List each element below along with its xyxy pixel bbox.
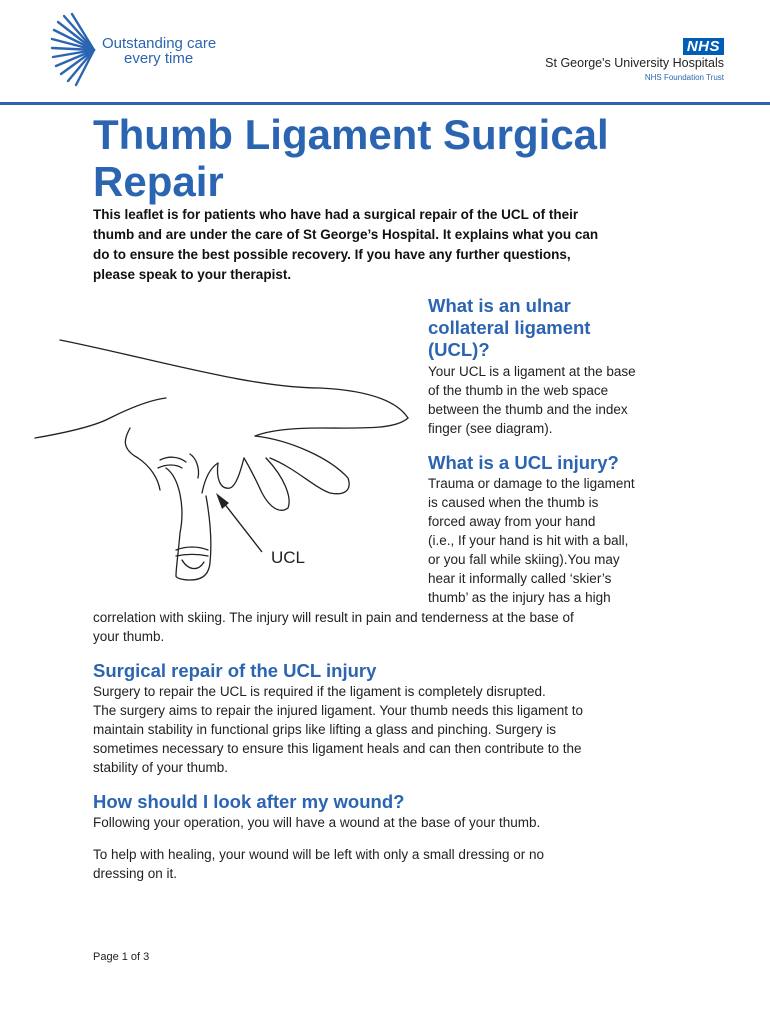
text-line: stability of your thumb. xyxy=(93,760,229,775)
text-line: sometimes necessary to ensure this ligament heals and can then contribute to the xyxy=(93,741,582,756)
text-line: The surgery aims to repair the injured ligament. Your thumb needs this ligament to xyxy=(93,703,584,718)
text-line: (i.e., If your hand is hit with a ball, xyxy=(428,533,629,548)
text-line: or you fall while skiing).You may xyxy=(428,552,620,567)
text-line: of the thumb in the web space xyxy=(428,383,609,398)
wound-section-heading: How should I look after my wound? xyxy=(93,791,405,812)
page-number: Page 1 of 3 xyxy=(93,951,150,963)
wound-section-para2 xyxy=(93,845,544,883)
ucl-heading-line: collateral ligament xyxy=(428,317,591,338)
text-line: hear it informally called ‘skier’s xyxy=(428,571,612,586)
repair-section-text xyxy=(93,682,583,777)
trust-name: NHS Foundation Trust xyxy=(644,73,724,82)
text-line: is caused when the thumb is xyxy=(428,495,599,510)
intro-line: do to ensure the best possible recovery. If you have any further questions, xyxy=(93,247,571,262)
injury-section-text-continued xyxy=(93,608,574,646)
text-line: your thumb. xyxy=(93,629,165,644)
hospital-name: St George's University Hospitals xyxy=(545,56,724,70)
page-title-line1: Thumb Ligament Surgical xyxy=(93,111,609,158)
text-line: finger (see diagram). xyxy=(428,421,553,436)
ucl-diagram-label: UCL xyxy=(271,548,306,567)
hand-thumb-diagram xyxy=(30,318,415,593)
injury-section-heading: What is a UCL injury? xyxy=(428,452,619,473)
intro-line: thumb and are under the care of St George’s Hospital. It explains what you can xyxy=(93,227,599,242)
text-line: forced away from your hand xyxy=(428,514,596,529)
intro-line: please speak to your therapist. xyxy=(93,267,292,282)
ucl-section-heading xyxy=(428,295,590,361)
logo-tagline-line2: every time xyxy=(124,50,194,67)
text-line: between the thumb and the index xyxy=(428,402,628,417)
repair-section-heading: Surgical repair of the UCL injury xyxy=(93,660,377,681)
ucl-heading-line: What is an ulnar xyxy=(428,295,571,316)
page-title-line2: Repair xyxy=(93,158,224,205)
text-line: thumb’ as the injury has a high xyxy=(428,590,611,605)
text-line: maintain stability in functional grips like lifting a glass and pinching. Surgery is xyxy=(93,722,556,737)
text-line: correlation with skiing. The injury will result in pain and tenderness at the base of xyxy=(93,610,574,625)
injury-section-text xyxy=(428,474,635,607)
text-line: Your UCL is a ligament at the base xyxy=(428,364,636,379)
ucl-section-text xyxy=(428,362,636,438)
ucl-heading-line: (UCL)? xyxy=(428,339,490,360)
intro-line: This leaflet is for patients who have had a surgical repair of the UCL of their xyxy=(93,207,579,222)
header-divider xyxy=(0,102,770,105)
text-line: Surgery to repair the UCL is required if the ligament is completely disrupted. xyxy=(93,684,546,699)
text-line: Trauma or damage to the ligament xyxy=(428,476,635,491)
nhs-badge: NHS xyxy=(683,38,724,55)
intro-paragraph xyxy=(93,205,598,285)
outstanding-care-logo-icon xyxy=(50,12,102,88)
logo-tagline-line1: Outstanding care xyxy=(102,35,217,52)
text-line: To help with healing, your wound will be left with only a small dressing or no xyxy=(93,847,544,862)
wound-section-para1: Following your operation, you will have a wound at the base of your thumb. xyxy=(93,815,541,830)
text-line: dressing on it. xyxy=(93,866,178,881)
